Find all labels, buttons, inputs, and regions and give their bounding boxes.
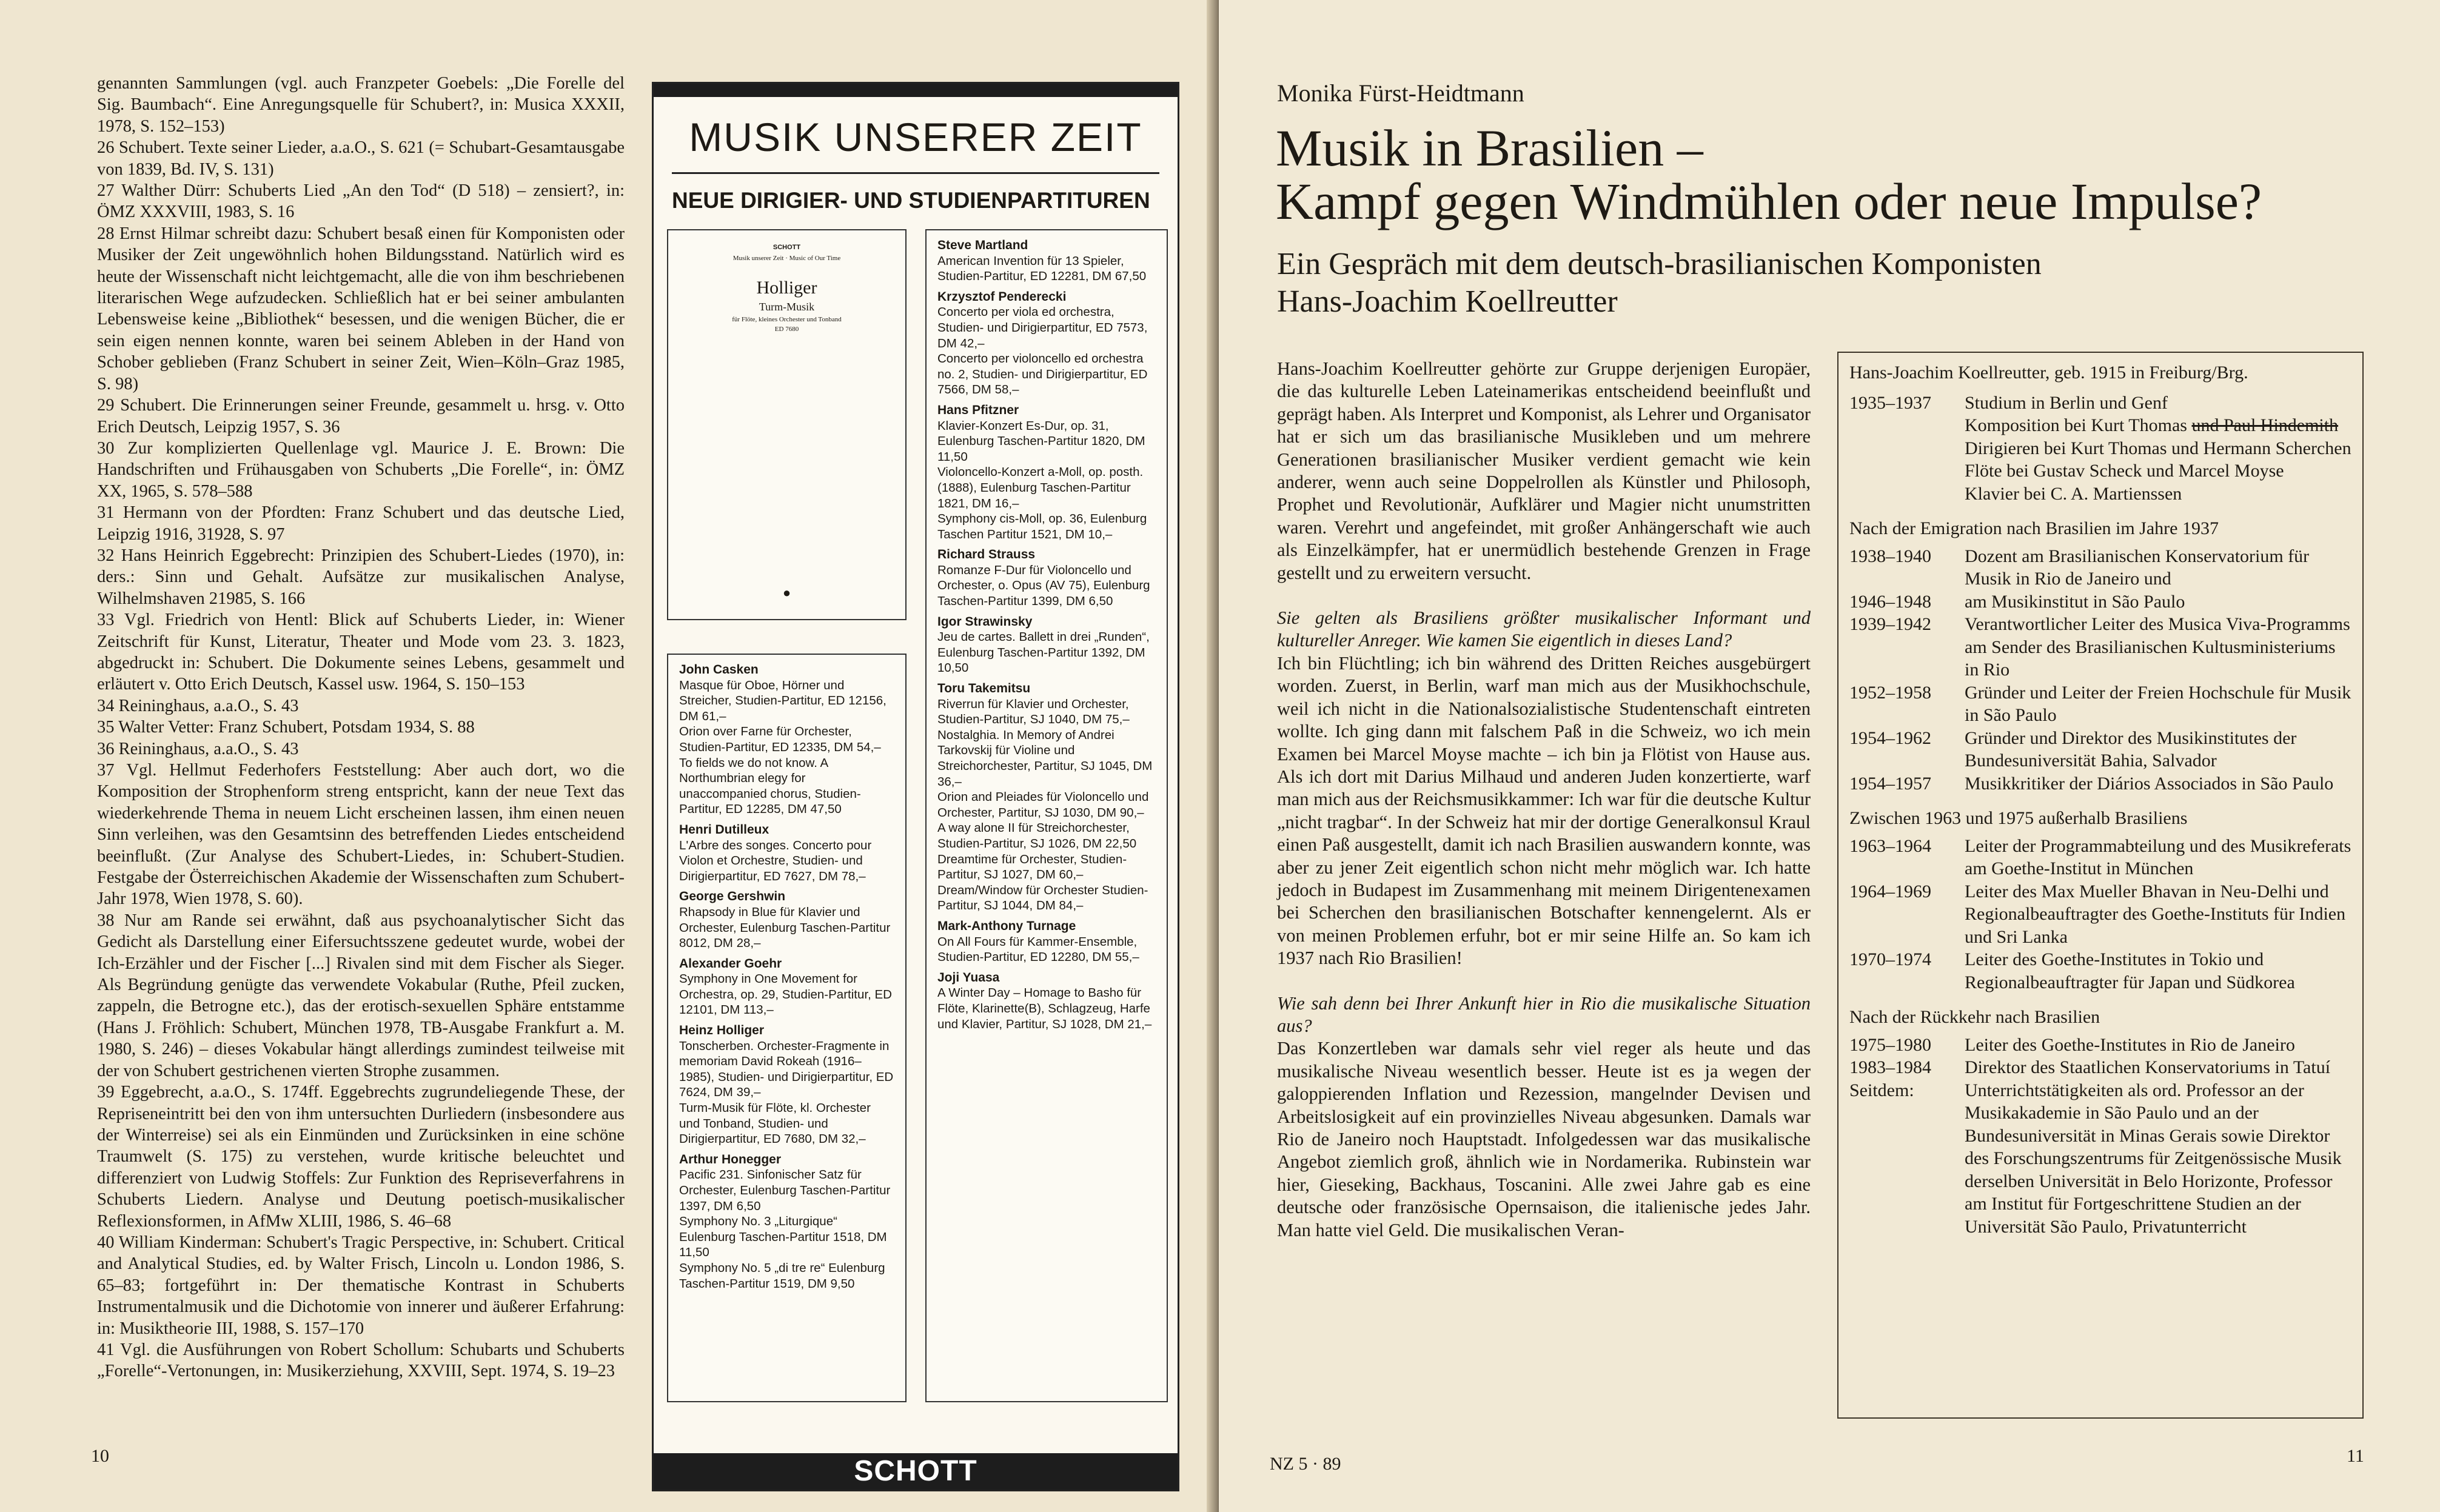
bio-text: Direktor des Staatlichen Konservatoriums in Tatuí (1965, 1057, 2331, 1077)
schott-advertisement (652, 82, 1179, 1491)
bio-entry (1849, 590, 2351, 614)
score-item: Symphony in One Movement for Orchestra, op. 29, Studien-Partitur, ED 12101, DM 113,– (679, 972, 892, 1017)
score-item: Romanze F-Dur für Violoncello und Orchester, o. Opus (AV 75), Eulenburg Taschen-Partitur 1399, DM 6,50 (937, 563, 1150, 609)
composer-name: George Gershwin (679, 889, 786, 904)
journal-footer: NZ 5 · 89 (1270, 1454, 1341, 1474)
score-item: To fields we do not know. A Northumbrian elegy for unaccompanied chorus, Studien-Partitur, ED 12285, DM 47,50 (679, 755, 861, 817)
page-number-left: 10 (91, 1446, 109, 1466)
composer-name: Richard Strauss (937, 547, 1036, 562)
bio-text: Musikkritiker der Diários Associados in São Paulo (1965, 773, 2334, 794)
composer-name: Alexander Goehr (679, 956, 782, 971)
cover-composer: Holliger (756, 278, 817, 298)
interview-answer: Das Konzertleben war damals sehr viel reger als heute und das musikalische Niveau wesentlich besser. Heute ist es ja wegen der galoppierenden Inflation und Rezession, mangelnder Devisen und Arbeitslosigkeit auf ein provinzielles Niveau abgesunken. Damals war Rio de Janeiro noch Hauptstadt. Infolgedessen war das musikalische Angebot ziemlich groß, ähnlich wie in Nordamerika. Rubinstein war hier, Gieseking, Backhaus, Toscanini. Alle zwei Jahre gab es eine deutsche oder französische Opernsaison, die italienische jedes Jahr. Man hatte viel Geld. Die musikalischen Veran- (1277, 1038, 1811, 1240)
score-item: American Invention für 13 Spieler, Studien-Partitur, ED 12281, DM 67,50 (937, 253, 1147, 284)
cover-logo: SCHOTT (773, 244, 801, 251)
bio-years: 1935–1937 (1849, 392, 1931, 413)
footnote: 28 Ernst Hilmar schreibt dazu: Schubert besaß einen für Komponisten oder Musiker der Zeit ungewöhnlich hohen Bildungsstand. Natürlich wird es heute der Wissenschaft nicht leichtgemacht, alle die von ihm beschriebenen literarischen Wege aufzudecken. Schließlich hat er bei seiner ambulanten Lebensweise keine „Bibliothek“ besessen, und die wenigen Bücher, die er sein eigen nennen konnte, waren bei seinem Ableben in der Hand von Schober geblieben (Franz Schubert in seiner Zeit, Wien–Köln–Graz 1985, S. 98) (97, 224, 625, 393)
footnote: 38 Nur am Rande sei erwähnt, daß aus psychoanalytischer Sicht das Gedicht als Darstellung einer Eifersuchtsszene gedeutet wurde, wobei der Ich-Erzähler und der Fischer [...] Rivalen sind mit dem Fischer als Sieger. Als Begründung genügte das verwendete Vokabular (Ruthe, Pfeil zucken, zappeln, die Betrogne etc.), das der erotisch-sexuellen Sphäre entstamme (Hans J. Fröhlich: Schubert, München 1978, TB-Ausgabe Frankfurt a. M. 1980, S. 246) – dieses Vokabular hängt allerdings zumindest teilweise mit der von Schubert gestrichenen vierten Strophe zusammen. (97, 911, 625, 1080)
ad-listing-right (925, 229, 1168, 1402)
bio-years: 1938–1940 (1849, 546, 1931, 566)
composer-name: Arthur Honegger (679, 1152, 781, 1166)
bio-years: 1954–1957 (1849, 773, 1931, 794)
ad-title: MUSIK UNSERER ZEIT (689, 115, 1142, 159)
score-item: Jeu de cartes. Ballett in drei „Runden“, Eulenburg Taschen-Partitur 1392, DM 10,50 (937, 630, 1150, 675)
struck-text: und Paul Hindemith (2191, 415, 2339, 435)
bio-periods (1849, 517, 2351, 1238)
footnote: 34 Reininghaus, a.a.O., S. 43 (97, 696, 299, 715)
composer-name: Henri Dutilleux (679, 822, 769, 837)
footnote: 30 Zur komplizierten Quellenlage vgl. Maurice J. E. Brown: Die Handschriften und Frühausgaben von Schuberts „Die Forelle“, in: ÖMZ XX, 1965, S. 578–588 (97, 438, 625, 501)
bio-entry (1849, 613, 2351, 681)
score-item: Rhapsody in Blue für Klavier und Orchester, Eulenburg Taschen-Partitur 8012, DM 28,– (679, 905, 891, 951)
composer-name: Toru Takemitsu (937, 681, 1031, 696)
bio-line (1965, 414, 2351, 437)
ad-rule (672, 172, 1159, 174)
bio-years: 1954–1962 (1849, 728, 1931, 748)
bio-entry (1849, 727, 2351, 772)
composer-name: Krzysztof Penderecki (937, 289, 1067, 304)
score-item: Violoncello-Konzert a-Moll, op. posth. (1888), Eulenburg Taschen-Partitur 1821, DM 16,– (937, 465, 1144, 510)
cover-work: Turm-Musik (759, 301, 815, 313)
ad-listing-left (667, 654, 907, 1402)
bio-period-label: Nach der Emigration nach Brasilien im Jahre 1937 (1849, 518, 2219, 538)
interview-answer: Ich bin Flüchtling; ich bin während des Dritten Reiches ausgebürgert worden. Zuerst, in Berlin, warf man mich aus der Musikhochschule, weil ich nicht in die Nationalsozialistische Studentenschaft eintreten wollte. Ich ging dann mit falschem Paß in die Schweiz, wo ich mein Examen bei Marcel Moyse machte – ich bin ja Flötist von Hause aus. Als ich dort mit Darius Milhaud und anderen Juden konzertierte, warf man mich aus der Reichsmusikkammer: Ich war für die deutsche Kultur „nicht tragbar“. In der Schweiz hat mir der dortige Generalkonsul Kraul einen Paß ausgestellt, damit ich nach Brasilien auswandern konnte, was aber zu jener Zeit eigentlich schon nicht mehr möglich war. Ich hatte jedoch in Budapest im Zusammenhang mit meinem Dirigentenexamen bei Scherchen den brasilianischen Botschafter kennengelernt. Als er von meinen Problemen erfuhr, bot er mir seine Hilfe an. So kam ich 1937 nach Rio Brasilien! (1277, 652, 1811, 969)
headline-line-1: Musik in Brasilien – (1276, 119, 1703, 177)
footnote: 35 Walter Vetter: Franz Schubert, Potsdam 1934, S. 88 (97, 718, 475, 737)
score-item: A Winter Day – Homage to Basho für Flöte, Klarinette(B), Schlagzeug, Harfe und Klavier, Partitur, SJ 1028, DM 21,– (937, 986, 1152, 1031)
score-item: Dreamtime für Orchester, Studien-Partitur, SJ 1027, DM 60,– (937, 852, 1127, 882)
score-item: Pacific 231. Sinfonischer Satz für Orchester, Eulenburg Taschen-Partitur 1397, DM 6,50 (679, 1168, 891, 1213)
bio-period-label: Zwischen 1963 und 1975 außerhalb Brasiliens (1849, 808, 2188, 828)
footnote: 33 Vgl. Friedrich von Hentl: Blick auf Schuberts Lieder, in: Wiener Zeitschrift für Kunst, Literatur, Theater und Mode vom 23. 3. 1823, abgedruckt in: Schubert. Die Dokumente seines Lebens, gesammelt und erläutert v. Otto Erich Deutsch, Kassel usw. 1964, S. 150–153 (97, 610, 625, 694)
bio-entry (1849, 880, 2351, 949)
footnote: 27 Walther Dürr: Schuberts Lied „An den Tod“ (D 518) – zensiert?, in: ÖMZ XXXVIII, 1983, S. 16 (97, 181, 625, 222)
composer-name: Igor Strawinsky (937, 614, 1033, 629)
ad-top-bar (654, 84, 1178, 97)
footnote: 32 Hans Heinrich Eggebrecht: Prinzipien des Schubert-Liedes (1970), in: ders.: Sinn und Gehalt. Aufsätze zur musikalischen Analyse, Wilhelmshaven 21985, S. 166 (97, 546, 625, 608)
score-item: Tonscherben. Orchester-Fragmente in memoriam David Rokeah (1916–1985), Studien- und Dirigierpartitur, ED 7624, DM 39,– (679, 1039, 894, 1100)
footnote: 40 William Kinderman: Schubert's Tragic Perspective, in: Schubert. Critical and Analytical Studies, ed. by Walter Frisch, Lincoln u. London 1986, S. 65–83; fortgeführt in: Der thematische Kontrast in Schuberts Instrumentalmusik und die Dichotomie von innerer und äußerer Erfahrung: in: Musiktheorie III, 1988, S. 157–170 (97, 1233, 625, 1338)
bio-years: 1952–1958 (1849, 682, 1931, 703)
bio-text: Leiter der Programmabteilung und des Musikreferats am Goethe-Institut in München (1965, 835, 2351, 878)
footnote: 41 Vgl. die Ausführungen von Robert Schollum: Schubarts und Schuberts „Forelle“-Vertonungen, in: Musikerziehung, XXVIII, Sept. 1974, S. 19–23 (97, 1340, 625, 1381)
composer-name: Hans Pfitzner (937, 403, 1019, 417)
ad-subtitle: NEUE DIRIGIER- UND STUDIENPARTITUREN (672, 188, 1150, 213)
biography-box (1837, 352, 2364, 1419)
score-item: Orion and Pleiades für Violoncello und Orchester, Partitur, SJ 1030, DM 90,– (937, 790, 1149, 820)
intro-paragraph: Hans-Joachim Koellreutter gehörte zur Gruppe derjenigen Europäer, die das kulturelle Leben Lateinamerikas entscheidend beeinflußt und geprägt haben. Als Interpret und Komponist, als Lehrer und Organisator hat er sich um das brasilianische Musikleben und um mehrere Generationen brasilianischer Musiker verdient gemacht wie kein anderer, wenn auch seine Doppelrollen als Künstler und Philosoph, Prophet und Revolutionär, Aufklärer und Magier nicht unumstritten waren. Verehrt und angefeindet, mit großer Anhängerschaft wie auch als Einzelkämpfer, hat er unermüdlich bestehende Grenzen in Frage gestellt und zu erweitern versucht. (1277, 358, 1811, 583)
cover-number: ED 7680 (774, 326, 799, 333)
footnote: 29 Schubert. Die Erinnerungen seiner Freunde, gesammelt u. hrsg. v. Otto Erich Deutsch, Leipzig 1957, S. 36 (97, 396, 625, 437)
bio-text: Gründer und Leiter der Freien Hochschule für Musik in São Paulo (1965, 682, 2351, 725)
bio-text: Leiter des Goethe-Institutes in Tokio und Regionalbeauftragter für Japan und Südkorea (1965, 949, 2295, 992)
bio-text: Verantwortlicher Leiter des Musica Viva-Programms am Sender des Brasilianischen Kultusministeriums in Rio (1965, 614, 2350, 680)
left-page (0, 0, 1216, 1512)
bio-years: Seitdem: (1849, 1080, 1914, 1100)
schott-logo-footer: SCHOTT (654, 1453, 1178, 1490)
bio-entry (1849, 545, 2351, 590)
bio-line: Flöte bei Gustav Scheck und Marcel Moyse (1965, 461, 2284, 481)
bio-entry (1849, 392, 2351, 506)
bio-years: 1946–1948 (1849, 591, 1931, 612)
bio-entry (1849, 948, 2351, 994)
score-item: Symphony cis-Moll, op. 36, Eulenburg Taschen Partitur 1521, DM 10,– (937, 512, 1147, 541)
cover-series: Musik unserer Zeit · Music of Our Time (732, 255, 841, 262)
right-page (1219, 0, 2440, 1512)
score-item: Masque für Oboe, Hörner und Streicher, Studien-Partitur, ED 12156, DM 61,– (679, 678, 887, 723)
bio-text: Gründer und Direktor des Musikinstitutes der Bundesuniversität Bahia, Salvador (1965, 728, 2297, 771)
composer-name: Mark-Anthony Turnage (937, 918, 1076, 933)
bio-line: Studium in Berlin und Genf (1965, 392, 2168, 413)
lightbulb-icon: ● (782, 585, 791, 600)
score-item: Klavier-Konzert Es-Dur, op. 31, Eulenburg Taschen-Partitur 1820, DM 11,50 (937, 418, 1145, 464)
page-number-right: 11 (2347, 1446, 2364, 1466)
footnote: 26 Schubert. Texte seiner Lieder, a.a.O., S. 621 (= Schubart-Gesamtausgabe von 1839, Bd. IV, S. 131) (97, 138, 625, 179)
subhead-line-2: Hans-Joachim Koellreutter (1277, 284, 1618, 319)
bio-line: Dirigieren bei Kurt Thomas und Hermann Scherchen (1965, 438, 2351, 458)
bio-entry (1849, 772, 2351, 795)
cover-detail: für Flöte, kleines Orchester und Tonband (732, 316, 842, 323)
composer-name: John Casken (679, 663, 759, 677)
bio-text: Leiter des Goethe-Institutes in Rio de Janeiro (1965, 1034, 2295, 1055)
article-body (1277, 358, 1811, 1242)
score-item: Concerto per viola ed orchestra, Studien- und Dirigierpartitur, ED 7573, DM 42,– (937, 305, 1148, 350)
footnote: 36 Reininghaus, a.a.O., S. 43 (97, 739, 299, 758)
subhead-line-1: Ein Gespräch mit dem deutsch-brasilianischen Komponisten (1277, 247, 2042, 281)
bio-period-label: Nach der Rückkehr nach Brasilien (1849, 1007, 2100, 1027)
interview-question: Sie gelten als Brasiliens größter musikalischer Informant und kultureller Anreger. Wie kamen Sie eigentlich in dieses Land? (1277, 607, 1811, 651)
bio-years: 1975–1980 (1849, 1034, 1931, 1055)
bio-entry (1849, 1056, 2351, 1079)
bio-text: Dozent am Brasilianischen Konservatorium für Musik in Rio de Janeiro und (1965, 546, 2310, 589)
score-item: On All Fours für Kammer-Ensemble, Studien-Partitur, ED 12280, DM 55,– (937, 934, 1139, 965)
bio-entry (1849, 681, 2351, 727)
bio-text (1965, 392, 2351, 506)
bio-years: 1964–1969 (1849, 881, 1931, 902)
bio-years: 1939–1942 (1849, 614, 1931, 634)
composer-name: Joji Yuasa (937, 970, 1000, 985)
footnote: 31 Hermann von der Pfordten: Franz Schubert und das deutsche Lied, Leipzig 1916, 31928, S. 97 (97, 503, 625, 544)
score-item: Dream/Window für Orchester Studien-Partitur, SJ 1044, DM 84,– (937, 883, 1148, 913)
article-subhead (1277, 246, 2042, 321)
article-headline (1276, 121, 2379, 228)
bio-years: 1970–1974 (1849, 949, 1931, 969)
author-name: Monika Fürst-Heidtmann (1277, 79, 1524, 107)
score-item: Concerto per violoncello ed orchestra no. 2, Studien- und Dirigierpartitur, ED 7566, DM 58,– (937, 352, 1148, 397)
bio-line-part: Komposition bei Kurt Thomas (1965, 415, 2187, 435)
score-item: Symphony No. 3 „Liturgique“ Eulenburg Taschen-Partitur 1518, DM 11,50 (679, 1214, 887, 1260)
composer-name: Heinz Holliger (679, 1023, 765, 1038)
bio-entry (1849, 835, 2351, 880)
bio-heading: Hans-Joachim Koellreutter, geb. 1915 in Freiburg/Brg. (1849, 363, 2248, 383)
bio-text: Unterrichtstätigkeiten als ord. Professor an der Musikakademie in São Paulo und an der Bundesuniversität in Minas Gerais sowie Direktor des Forschungszentrums für Zeitgenössische Musik derselben Universität in Belo Horizonte, Professor am Institut für Fortgeschrittene Studien an der Universität São Paulo, Privatunterricht (1965, 1080, 2342, 1237)
score-item: L'Arbre des songes. Concerto pour Violon et Orchestre, Studien- und Dirigierpartitur, ED 7627, DM 78,– (679, 838, 872, 883)
footnote: 39 Eggebrecht, a.a.O., S. 174ff. Eggebrechts zugrundeliegende These, der Repriseneintritt bei den von ihm untersuchten Durliedern (insbesondere aus der Winterreise) sei als ein Einmünden und Zurücksinken in eine schöne Traumwelt (S. 175) zu verstehen, wurde kritische beleuchtet und differenziert von Ludwig Stoffels: Zur Funktion des Repriseverfahrens in Schuberts Liedern. Analyse und Deutung poetisch-musikalischer Reflexionsformen, in AfMw XLIII, 1986, S. 46–68 (97, 1083, 625, 1231)
headline-line-2: Kampf gegen Windmühlen oder neue Impulse? (1276, 172, 2262, 230)
score-item: Nostalghia. In Memory of Andrei Tarkovskij für Violine und Streichorchester, Partitur, SJ 1045, DM 36,– (937, 728, 1153, 789)
footnote: genannten Sammlungen (vgl. auch Franzpeter Goebels: „Die Forelle del Sig. Baumbach“. Eine Anregungsquelle für Schubert?, in: Musica XXXII, 1978, S. 152–153) (97, 74, 625, 136)
bio-line: Klavier bei C. A. Martienssen (1965, 483, 2182, 504)
bio-years: 1983–1984 (1849, 1057, 1931, 1077)
score-item: Riverrun für Klavier und Orchester, Studien-Partitur, SJ 1040, DM 75,– (937, 697, 1130, 727)
bio-entry (1849, 1034, 2351, 1057)
footnotes-column (97, 73, 625, 1382)
score-item: Turm-Musik für Flöte, kl. Orchester und Tonband, Studien- und Dirigierpartitur, ED 7680, DM 32,– (679, 1101, 871, 1146)
bio-years: 1963–1964 (1849, 835, 1931, 856)
footnote: 37 Vgl. Hellmut Federhofers Feststellung: Aber auch dort, wo die Komposition der Strophenform streng entspricht, kann der neue Text das wiederkehrende Thema in neuem Licht erscheinen lassen, ihm einen neuen Sinn verleihen, was den Gesamtsinn des betreffenden Liedes entscheidend beeinflußt. (Zur Analyse des Schubert-Liedes, in: Schubert-Studien. Festgabe der Österreichischen Akademie der Wissenschaften zum Schubert-Jahr 1978, Wien 1978, S. 60). (97, 761, 625, 909)
interview-question: Wie sah denn bei Ihrer Ankunft hier in Rio die musikalische Situation aus? (1277, 992, 1811, 1036)
bio-text: am Musikinstitut in São Paulo (1965, 591, 2185, 612)
bio-entry (1849, 1079, 2351, 1239)
score-item: A way alone II für Streichorchester, Studien-Partitur, SJ 1026, DM 22,50 (937, 821, 1137, 851)
score-cover-image (667, 229, 907, 620)
score-item: Symphony No. 5 „di tre re“ Eulenburg Taschen-Partitur 1519, DM 9,50 (679, 1260, 885, 1291)
composer-name: Steve Martland (937, 238, 1028, 252)
score-item: Orion over Farne für Orchester, Studien-Partitur, ED 12335, DM 54,– (679, 724, 881, 754)
bio-text: Leiter des Max Mueller Bhavan in Neu-Delhi und Regionalbeauftragter des Goethe-Instituts für Indien und Sri Lanka (1965, 881, 2346, 947)
